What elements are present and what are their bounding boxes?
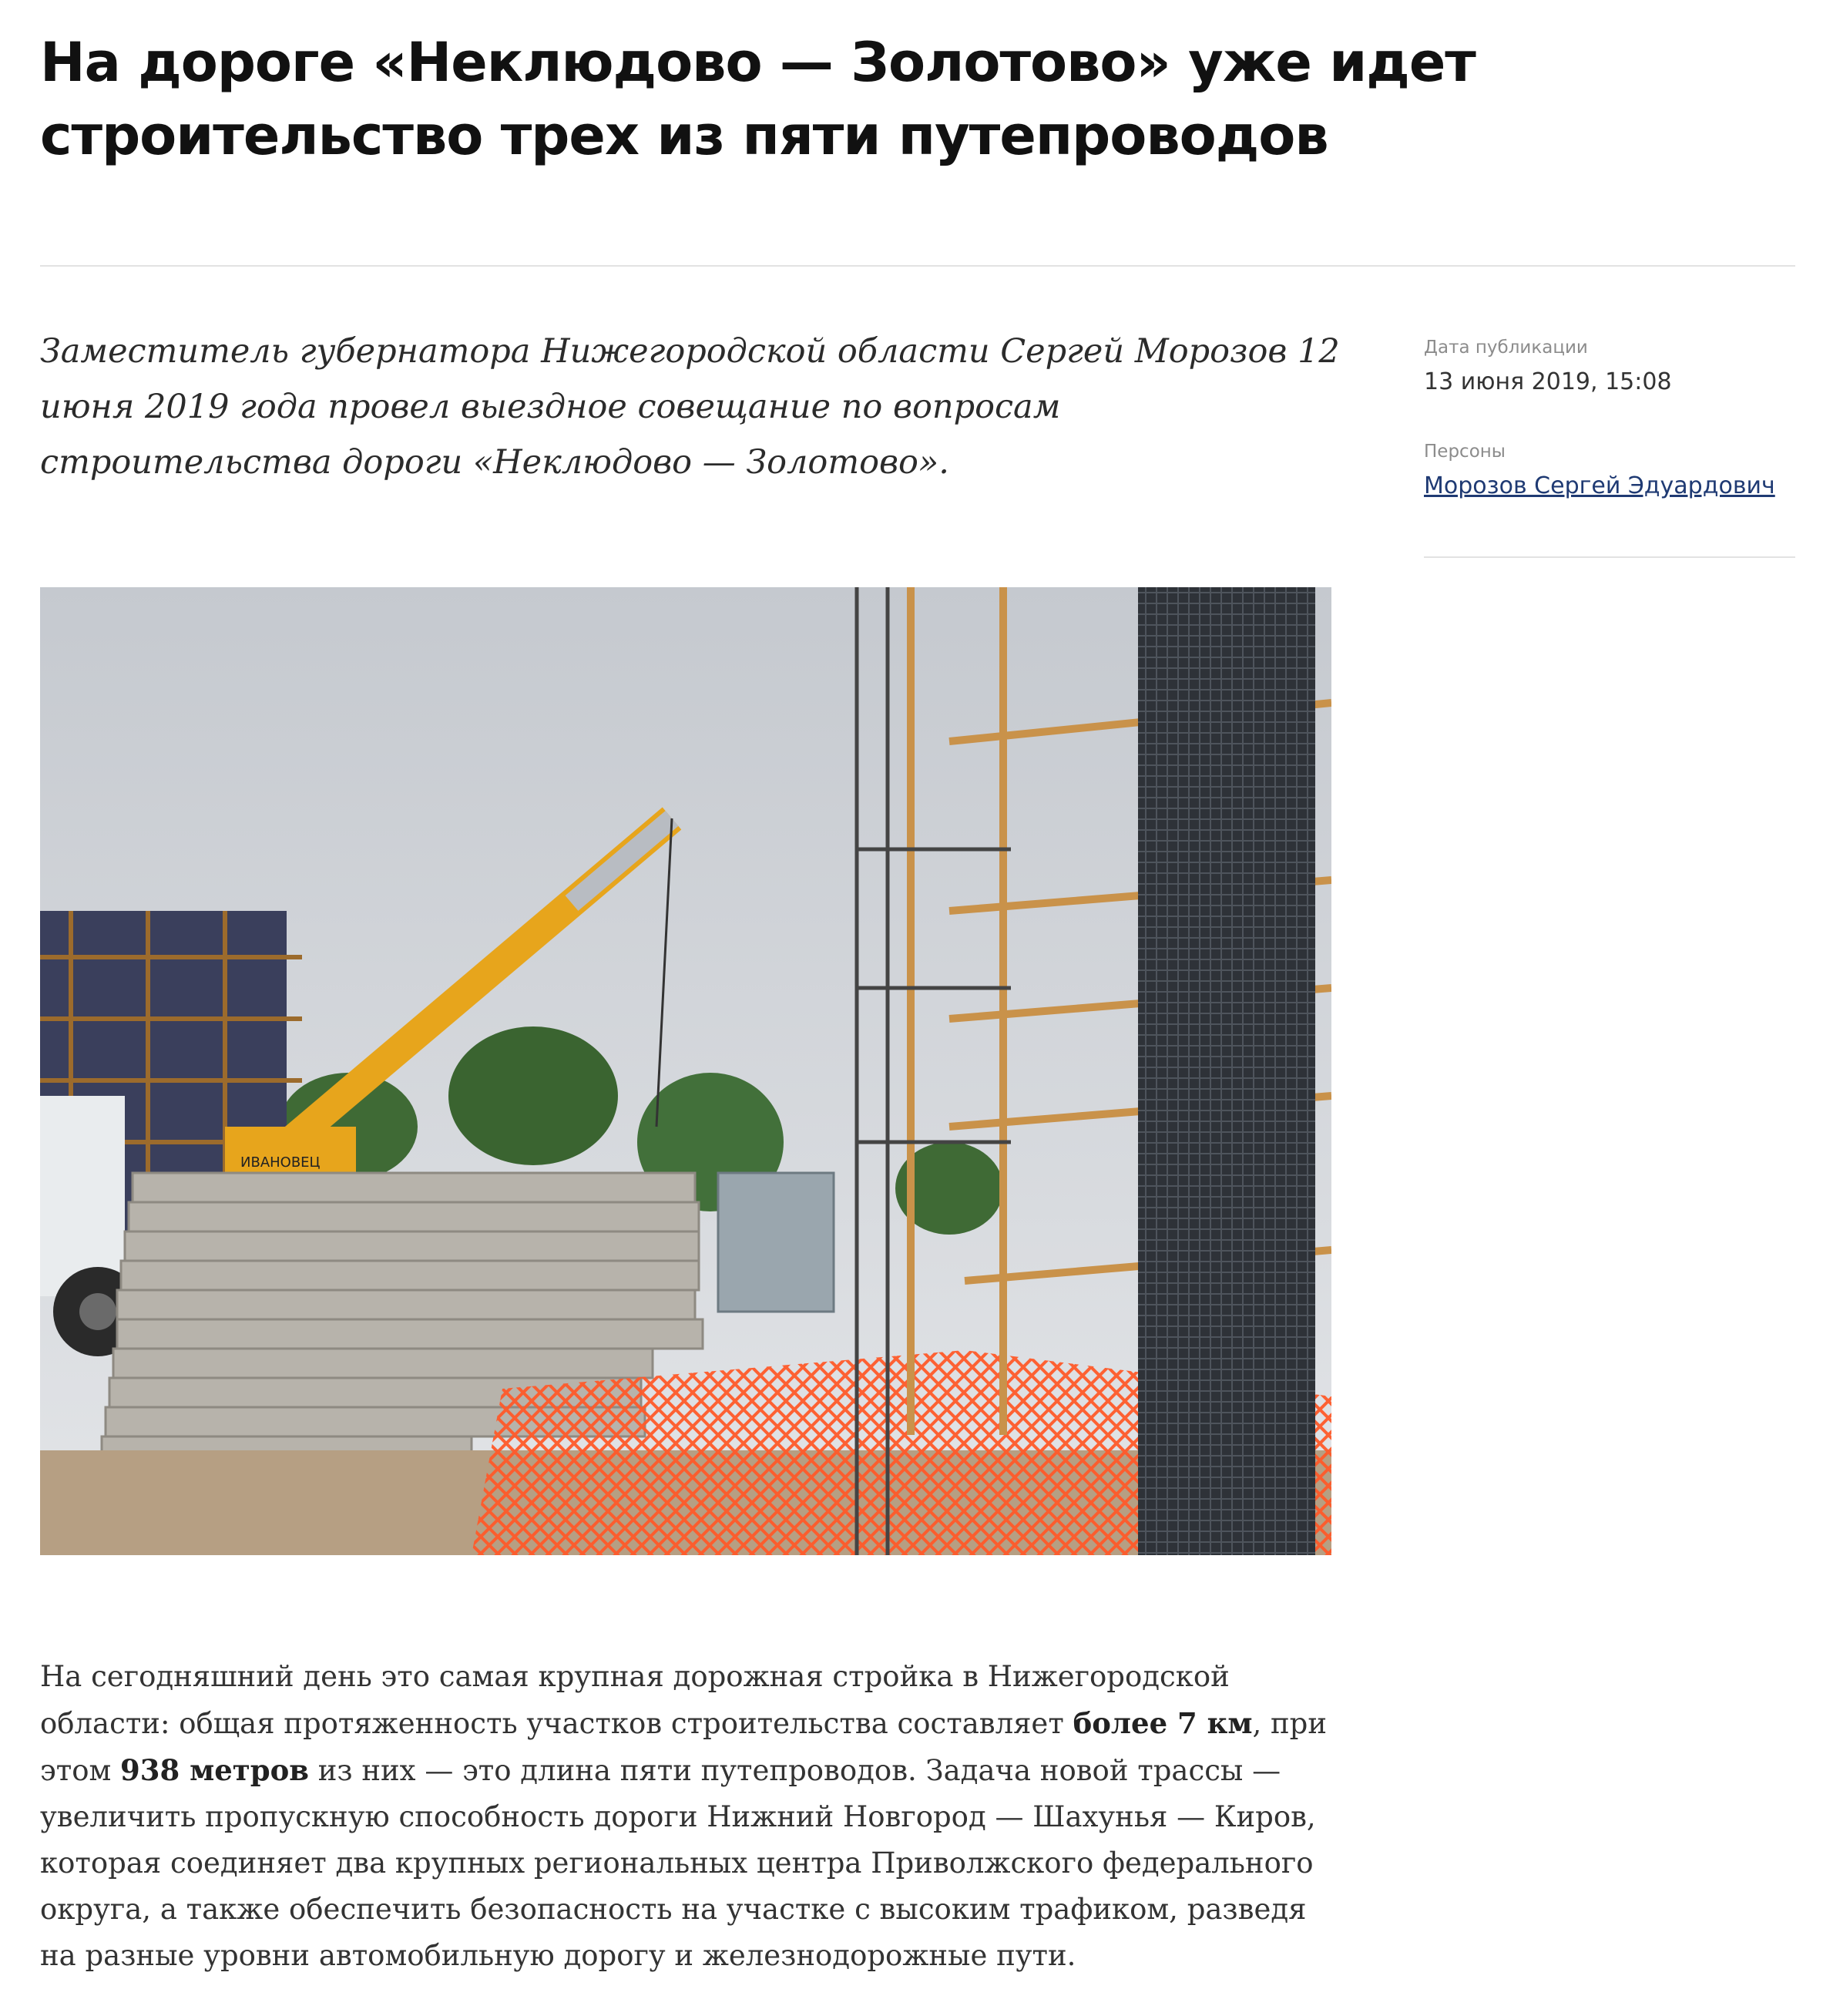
article-title: На дороге «Неклюдово — Золотово» уже идет строительство трех из пяти путепроводов	[40, 31, 1476, 167]
article-body	[40, 1654, 1350, 1979]
body-text-part3: из них — это длина пяти путепроводов. Задача новой трассы — увеличить пропускную способность дороги Нижний Новгород — Шахунья — Киров, которая соединяет два крупных региональных центра Приволжского федерального округа, а также обеспечить безопасность на участке с высоким трафиком, разведя на разные уровни автомобильную дорогу и железнодорожные пути.	[40, 1754, 1316, 1972]
body-highlight-overpass-length: 938 метров	[120, 1753, 309, 1787]
person-link[interactable]: Морозов Сергей Эдуардович	[1424, 472, 1775, 499]
body-text-part2: , при этом	[40, 1707, 1328, 1787]
persons-label: Персоны	[1424, 442, 1506, 462]
article-photo	[40, 587, 1331, 1555]
header-divider	[40, 265, 1795, 267]
body-text-part1: На сегодняшний день это самая крупная дорожная стройка в Нижегородской области: общая протяженность участков строительства составляет	[40, 1660, 1230, 1740]
body-highlight-length: более 7 км	[1073, 1706, 1253, 1740]
meta-divider	[1424, 556, 1795, 558]
publication-date-value: 13 июня 2019, 15:08	[1424, 368, 1672, 395]
article-meta	[1424, 338, 1795, 499]
article-lead: Заместитель губернатора Нижегородской области Сергей Морозов 12 июня 2019 года провел выездное совещание по вопросам строительства дороги «Неклюдово — Золотово».	[40, 332, 1340, 482]
publication-date-label: Дата публикации	[1424, 338, 1588, 358]
crane-brand-text: ИВАНОВЕЦ	[240, 1154, 321, 1171]
